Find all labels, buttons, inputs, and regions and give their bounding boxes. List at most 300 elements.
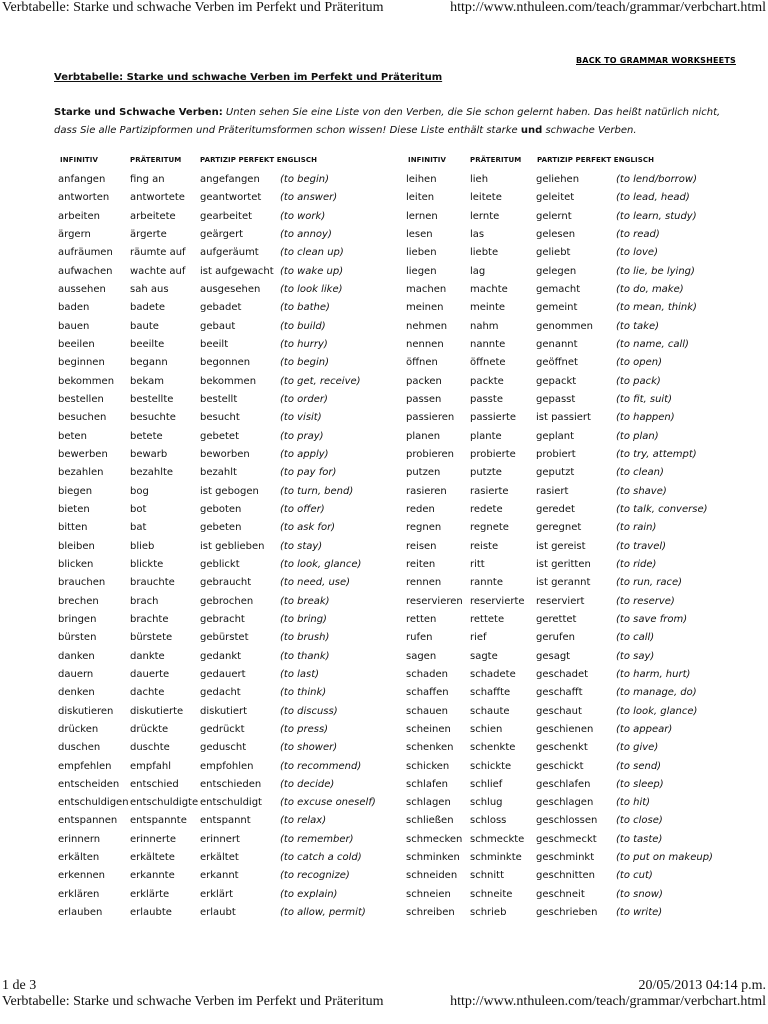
partizip-cell: gebeten: [200, 522, 242, 534]
englisch-cell: (to bathe): [280, 302, 330, 314]
englisch-cell: (to snow): [616, 888, 663, 900]
partizip-cell: ist gereist: [536, 540, 586, 552]
englisch-cell: (to recognize): [280, 870, 350, 882]
partizip-cell: erklärt: [200, 888, 233, 900]
englisch-cell: (to talk, converse): [616, 503, 708, 515]
infinitiv-cell: erkälten: [58, 852, 100, 864]
partizip-cell: ist gebogen: [200, 485, 259, 497]
englisch-cell: (to appear): [616, 723, 673, 735]
partizip-cell: gemeint: [536, 302, 578, 314]
englisch-cell: (to fit, suit): [616, 393, 673, 405]
partizip-cell: genommen: [536, 320, 593, 332]
partizip-cell: angefangen: [200, 174, 260, 185]
prateritum-cell: betete: [130, 430, 163, 442]
englisch-cell: (to build): [280, 320, 326, 332]
englisch-cell: (to travel): [616, 540, 667, 552]
englisch-cell: (to manage, do): [616, 687, 697, 699]
prateritum-cell: rief: [470, 632, 487, 644]
englisch-cell: (to thank): [280, 650, 330, 662]
infinitiv-cell: beeilen: [58, 338, 95, 350]
back-to-grammar-worksheets-link[interactable]: BACK TO GRAMMAR WORKSHEETS: [576, 56, 736, 65]
print-footer-title: Verbtabelle: Starke und schwache Verben im Perfekt und Präteritum: [2, 994, 384, 1009]
infinitiv-cell: schließen: [406, 815, 454, 827]
englisch-cell: (to save from): [616, 613, 688, 625]
englisch-cell: (to allow, permit): [280, 907, 366, 919]
infinitiv-cell: reservieren: [406, 595, 463, 607]
infinitiv-cell: meinen: [406, 302, 444, 314]
prateritum-cell: wachte auf: [130, 265, 186, 277]
prateritum-cell: schnitt: [470, 870, 505, 882]
infinitiv-cell: brauchen: [58, 577, 106, 589]
partizip-cell: reserviert: [536, 595, 585, 607]
englisch-cell: (to lend/borrow): [616, 174, 697, 185]
infinitiv-cell: biegen: [58, 485, 93, 497]
infinitiv-cell: dauern: [58, 668, 94, 680]
prateritum-cell: baute: [130, 320, 159, 332]
partizip-cell: gebürstet: [200, 632, 249, 644]
prateritum-cell: reiste: [470, 540, 499, 552]
partizip-cell: geärgert: [200, 228, 244, 240]
print-footer-timestamp: 20/05/2013 04:14 p.m.: [638, 978, 766, 993]
print-header-url: http://www.nthuleen.com/teach/grammar/verbchart.html: [450, 0, 766, 15]
englisch-cell: (to answer): [280, 192, 338, 204]
partizip-cell: gedauert: [200, 668, 246, 680]
infinitiv-cell: putzen: [406, 467, 441, 479]
partizip-cell: gerettet: [536, 613, 577, 625]
prateritum-cell: sah aus: [130, 283, 169, 295]
prateritum-cell: blickte: [130, 558, 164, 570]
infinitiv-cell: rennen: [406, 577, 442, 589]
partizip-cell: ist gerannt: [536, 577, 591, 589]
partizip-cell: bestellt: [200, 393, 238, 405]
partizip-cell: gedacht: [200, 687, 241, 699]
infinitiv-cell: planen: [406, 430, 441, 442]
prateritum-cell: empfahl: [130, 760, 172, 772]
partizip-cell: geschadet: [536, 668, 589, 680]
infinitiv-cell: liegen: [406, 265, 437, 277]
infinitiv-cell: machen: [406, 283, 447, 295]
partizip-cell: besucht: [200, 412, 240, 424]
header-prateritum-right: PRÄTERITUM: [470, 156, 522, 164]
infinitiv-cell: schneien: [406, 888, 451, 900]
infinitiv-cell: bekommen: [58, 375, 115, 387]
infinitiv-cell: duschen: [58, 742, 101, 754]
partizip-cell: geputzt: [536, 467, 575, 479]
infinitiv-cell: probieren: [406, 448, 455, 460]
englisch-cell: (to annoy): [280, 228, 332, 240]
header-partizip-englisch-right: PARTIZIP PERFEKT ENGLISCH: [537, 156, 655, 164]
prateritum-cell: schneite: [470, 888, 513, 900]
infinitiv-cell: bringen: [58, 613, 97, 625]
partizip-cell: ausgesehen: [200, 283, 261, 295]
print-header-title: Verbtabelle: Starke und schwache Verben im Perfekt und Präteritum: [2, 0, 384, 15]
partizip-cell: entschuldigt: [200, 797, 262, 809]
prateritum-cell: schlug: [470, 797, 503, 809]
partizip-cell: gepasst: [536, 393, 576, 405]
partizip-cell: geboten: [200, 503, 242, 515]
infinitiv-cell: bieten: [58, 503, 90, 515]
page-title: Verbtabelle: Starke und schwache Verben im Perfekt und Präteritum: [54, 72, 443, 83]
englisch-cell: (to clean up): [280, 247, 344, 259]
englisch-cell: (to try, attempt): [616, 448, 697, 460]
partizip-cell: begonnen: [200, 357, 251, 369]
infinitiv-cell: denken: [58, 687, 95, 699]
englisch-cell: (to remember): [280, 833, 354, 845]
prateritum-cell: erkannte: [130, 870, 175, 882]
englisch-cell: (to look like): [280, 283, 343, 295]
partizip-cell: gepackt: [536, 375, 577, 387]
partizip-cell: bekommen: [200, 375, 257, 387]
prateritum-cell: schaute: [470, 705, 510, 717]
infinitiv-cell: reiten: [406, 558, 436, 570]
infinitiv-cell: baden: [58, 302, 90, 314]
prateritum-cell: schien: [470, 723, 503, 735]
partizip-cell: geschenkt: [536, 742, 588, 754]
englisch-cell: (to love): [616, 247, 658, 259]
infinitiv-cell: reden: [406, 503, 435, 515]
header-partizip-englisch-left: PARTIZIP PERFEKT ENGLISCH: [200, 156, 318, 164]
prateritum-cell: passte: [470, 393, 503, 405]
prateritum-cell: nahm: [470, 320, 499, 332]
englisch-cell: (to decide): [280, 778, 335, 790]
prateritum-cell: brach: [130, 595, 159, 607]
englisch-cell: (to open): [616, 357, 662, 369]
prateritum-cell: rettete: [470, 613, 505, 625]
partizip-cell: geduscht: [200, 742, 247, 754]
prateritum-cell: bot: [130, 503, 147, 515]
infinitiv-cell: diskutieren: [58, 705, 114, 717]
infinitiv-cell: lesen: [406, 228, 433, 240]
prateritum-cell: entschied: [130, 778, 179, 790]
partizip-cell: gedrückt: [200, 723, 245, 735]
intro-und: und: [520, 125, 543, 136]
prateritum-cell: erkältete: [130, 852, 175, 864]
print-footer-url: http://www.nthuleen.com/teach/grammar/verbchart.html: [450, 994, 766, 1009]
prateritum-cell: schickte: [470, 760, 512, 772]
prateritum-cell: bürstete: [130, 632, 173, 644]
prateritum-cell: öffnete: [470, 357, 506, 369]
prateritum-cell: beeilte: [130, 338, 165, 350]
englisch-cell: (to excuse oneself): [280, 797, 376, 809]
partizip-cell: erinnert: [200, 833, 240, 845]
infinitiv-cell: ärgern: [58, 228, 91, 240]
englisch-cell: (to reserve): [616, 595, 675, 607]
prateritum-cell: bekam: [130, 375, 164, 387]
prateritum-cell: machte: [470, 283, 508, 295]
englisch-cell: (to sleep): [616, 778, 664, 790]
infinitiv-cell: schreiben: [406, 907, 455, 919]
intro-italic-1: Unten sehen Sie eine Liste von den Verben, die Sie schon gelernt haben. Das heißt natürlich nicht, dass Sie alle Partizipformen und Präteritumsformen schon wissen! Diese Liste enthält starke: [54, 107, 721, 136]
prateritum-cell: bestellte: [130, 393, 174, 405]
prateritum-cell: entschuldigte: [130, 797, 199, 809]
infinitiv-cell: entscheiden: [58, 778, 120, 790]
englisch-cell: (to offer): [280, 503, 325, 515]
prateritum-cell: bewarb: [130, 448, 168, 460]
partizip-cell: geschienen: [536, 723, 594, 735]
print-footer-page-count: 1 de 3: [2, 978, 37, 993]
infinitiv-cell: regnen: [406, 522, 442, 534]
prateritum-cell: diskutierte: [130, 705, 184, 717]
header-prateritum-left: PRÄTERITUM: [130, 156, 182, 164]
infinitiv-cell: nennen: [406, 338, 444, 350]
intro-bold: Starke und Schwache Verben:: [54, 107, 223, 118]
englisch-cell: (to harm, hurt): [616, 668, 691, 680]
prateritum-cell: lernte: [470, 210, 500, 222]
englisch-cell: (to wake up): [280, 265, 344, 277]
englisch-cell: (to lead, head): [616, 192, 690, 204]
englisch-cell: (to clean): [616, 467, 664, 479]
infinitiv-cell: bestellen: [58, 393, 104, 405]
englisch-cell: (to think): [280, 687, 327, 699]
prateritum-cell: plante: [470, 430, 502, 442]
prateritum-cell: liebte: [470, 247, 499, 259]
partizip-cell: geantwortet: [200, 192, 262, 204]
partizip-cell: rasiert: [536, 485, 569, 497]
partizip-cell: geschrieben: [536, 907, 598, 919]
infinitiv-cell: bleiben: [58, 540, 95, 552]
prateritum-cell: lieh: [470, 174, 489, 185]
englisch-cell: (to lie, be lying): [616, 265, 695, 277]
englisch-cell: (to do, make): [616, 283, 684, 295]
englisch-cell: (to apply): [280, 448, 329, 460]
infinitiv-cell: schlafen: [406, 778, 448, 790]
prateritum-cell: rannte: [470, 577, 503, 589]
englisch-cell: (to put on makeup): [616, 852, 713, 864]
englisch-cell: (to press): [280, 723, 329, 735]
infinitiv-cell: aufwachen: [58, 265, 113, 277]
partizip-cell: gebrochen: [200, 595, 254, 607]
prateritum-cell: schadete: [470, 668, 516, 680]
englisch-cell: (to begin): [280, 174, 329, 185]
englisch-cell: (to run, race): [616, 577, 683, 589]
partizip-cell: geschafft: [536, 687, 583, 699]
partizip-cell: gerufen: [536, 632, 575, 644]
prateritum-cell: las: [470, 228, 485, 240]
prateritum-cell: badete: [130, 302, 166, 314]
partizip-cell: geplant: [536, 430, 575, 442]
englisch-cell: (to work): [280, 210, 326, 222]
englisch-cell: (to ask for): [280, 522, 336, 534]
englisch-cell: (to ride): [616, 558, 657, 570]
englisch-cell: (to send): [616, 760, 662, 772]
prateritum-cell: arbeitete: [130, 210, 176, 222]
prateritum-cell: blieb: [130, 540, 155, 552]
partizip-cell: geschnitten: [536, 870, 595, 882]
englisch-cell: (to look, glance): [280, 558, 362, 570]
englisch-cell: (to bring): [280, 613, 327, 625]
englisch-cell: (to hurry): [280, 338, 328, 350]
partizip-cell: geschlossen: [536, 815, 598, 827]
infinitiv-cell: erinnern: [58, 833, 101, 845]
englisch-cell: (to cut): [616, 870, 653, 882]
partizip-cell: geöffnet: [536, 357, 578, 369]
englisch-cell: (to mean, think): [616, 302, 697, 314]
infinitiv-cell: packen: [406, 375, 442, 387]
infinitiv-cell: danken: [58, 650, 95, 662]
prateritum-cell: erinnerte: [130, 833, 177, 845]
partizip-cell: ist passiert: [536, 412, 591, 424]
partizip-cell: geschmeckt: [536, 833, 597, 845]
englisch-cell: (to discuss): [280, 705, 338, 717]
partizip-cell: aufgeräumt: [200, 247, 259, 259]
prateritum-cell: regnete: [470, 522, 509, 534]
infinitiv-cell: lernen: [406, 210, 438, 222]
englisch-cell: (to catch a cold): [280, 852, 362, 864]
englisch-cell: (to last): [280, 668, 320, 680]
partizip-cell: genannt: [536, 338, 578, 350]
partizip-cell: geschlagen: [536, 797, 594, 809]
partizip-cell: entspannt: [200, 815, 251, 827]
englisch-cell: (to recommend): [280, 760, 362, 772]
partizip-cell: empfohlen: [200, 760, 254, 772]
englisch-cell: (to read): [616, 228, 660, 240]
prateritum-cell: schmeckte: [470, 833, 525, 845]
infinitiv-cell: sagen: [406, 650, 437, 662]
infinitiv-cell: lieben: [406, 247, 437, 259]
partizip-cell: gebraucht: [200, 577, 252, 589]
partizip-cell: gelernt: [536, 210, 572, 222]
header-infinitiv-left: INFINITIV: [60, 156, 99, 164]
prateritum-cell: besuchte: [130, 412, 176, 424]
infinitiv-cell: schicken: [406, 760, 450, 772]
prateritum-cell: bezahlte: [130, 467, 174, 479]
partizip-cell: geredet: [536, 503, 575, 515]
intro-italic-2: schwache Verben.: [545, 125, 637, 136]
englisch-cell: (to stay): [280, 540, 323, 552]
prateritum-cell: duschte: [130, 742, 170, 754]
partizip-cell: geliebt: [536, 247, 571, 259]
prateritum-cell: bog: [130, 485, 149, 497]
infinitiv-cell: blicken: [58, 558, 94, 570]
prateritum-cell: probierte: [470, 448, 516, 460]
englisch-cell: (to say): [616, 650, 655, 662]
infinitiv-cell: antworten: [58, 192, 110, 204]
prateritum-cell: packte: [470, 375, 504, 387]
prateritum-cell: sagte: [470, 650, 498, 662]
prateritum-cell: schaffte: [470, 687, 511, 699]
prateritum-cell: brachte: [130, 613, 169, 625]
englisch-cell: (to shave): [616, 485, 667, 497]
partizip-cell: gebaut: [200, 320, 236, 332]
prateritum-cell: meinte: [470, 302, 506, 314]
infinitiv-cell: bauen: [58, 320, 90, 332]
partizip-cell: geleitet: [536, 192, 575, 204]
infinitiv-cell: bürsten: [58, 632, 97, 644]
infinitiv-cell: bewerben: [58, 448, 108, 460]
infinitiv-cell: schauen: [406, 705, 449, 717]
englisch-cell: (to need, use): [280, 577, 351, 589]
infinitiv-cell: drücken: [58, 723, 99, 735]
prateritum-cell: erklärte: [130, 888, 170, 900]
infinitiv-cell: aussehen: [58, 283, 106, 295]
prateritum-cell: drückte: [130, 723, 169, 735]
infinitiv-cell: bezahlen: [58, 467, 104, 479]
partizip-cell: ist geblieben: [200, 540, 265, 552]
partizip-cell: ist geritten: [536, 558, 591, 570]
infinitiv-cell: besuchen: [58, 412, 107, 424]
infinitiv-cell: bitten: [58, 522, 88, 534]
englisch-cell: (to hit): [616, 797, 651, 809]
partizip-cell: gelegen: [536, 265, 577, 277]
prateritum-cell: erlaubte: [130, 907, 172, 919]
infinitiv-cell: rasieren: [406, 485, 447, 497]
infinitiv-cell: retten: [406, 613, 437, 625]
englisch-cell: (to begin): [280, 357, 329, 369]
header-infinitiv-right: INFINITIV: [408, 156, 447, 164]
partizip-cell: geschaut: [536, 705, 582, 717]
infinitiv-cell: schenken: [406, 742, 454, 754]
partizip-cell: geregnet: [536, 522, 582, 534]
englisch-cell: (to visit): [280, 412, 322, 424]
partizip-cell: erlaubt: [200, 907, 236, 919]
prateritum-cell: putzte: [470, 467, 502, 479]
prateritum-cell: reservierte: [470, 595, 525, 607]
englisch-cell: (to close): [616, 815, 663, 827]
partizip-cell: geliehen: [536, 174, 580, 185]
infinitiv-cell: empfehlen: [58, 760, 112, 772]
partizip-cell: geschneit: [536, 888, 585, 900]
prateritum-cell: begann: [130, 357, 168, 369]
partizip-cell: probiert: [536, 448, 576, 460]
partizip-cell: beeilt: [200, 338, 229, 350]
partizip-cell: geblickt: [200, 558, 240, 570]
englisch-cell: (to take): [616, 320, 660, 332]
infinitiv-cell: rufen: [406, 632, 433, 644]
infinitiv-cell: schaffen: [406, 687, 449, 699]
partizip-cell: bezahlt: [200, 467, 237, 479]
infinitiv-cell: brechen: [58, 595, 99, 607]
englisch-cell: (to happen): [616, 412, 675, 424]
englisch-cell: (to write): [616, 907, 663, 919]
prateritum-cell: schloss: [470, 815, 507, 827]
prateritum-cell: redete: [470, 503, 503, 515]
infinitiv-cell: anfangen: [58, 174, 106, 185]
infinitiv-cell: beten: [58, 430, 87, 442]
englisch-cell: (to learn, study): [616, 210, 697, 222]
prateritum-cell: lag: [470, 265, 486, 277]
partizip-cell: beworben: [200, 448, 250, 460]
prateritum-cell: passierte: [470, 412, 517, 424]
englisch-cell: (to relax): [280, 815, 327, 827]
infinitiv-cell: reisen: [406, 540, 437, 552]
infinitiv-cell: erlauben: [58, 907, 103, 919]
infinitiv-cell: beginnen: [58, 357, 105, 369]
partizip-cell: gearbeitet: [200, 210, 253, 222]
englisch-cell: (to call): [616, 632, 655, 644]
prateritum-cell: dachte: [130, 687, 165, 699]
infinitiv-cell: scheinen: [406, 723, 451, 735]
partizip-cell: geschminkt: [536, 852, 595, 864]
prateritum-cell: dauerte: [130, 668, 170, 680]
infinitiv-cell: passen: [406, 393, 442, 405]
partizip-cell: geschlafen: [536, 778, 591, 790]
englisch-cell: (to pray): [280, 430, 324, 442]
englisch-cell: (to give): [616, 742, 659, 754]
prateritum-cell: ärgerte: [130, 228, 167, 240]
partizip-cell: gemacht: [536, 283, 581, 295]
prateritum-cell: schenkte: [470, 742, 516, 754]
prateritum-cell: bat: [130, 522, 147, 534]
partizip-cell: gedankt: [200, 650, 242, 662]
infinitiv-cell: nehmen: [406, 320, 448, 332]
prateritum-cell: schminkte: [470, 852, 522, 864]
partizip-cell: erkannt: [200, 870, 239, 882]
infinitiv-cell: schlagen: [406, 797, 451, 809]
partizip-cell: gebetet: [200, 430, 239, 442]
prateritum-cell: entspannte: [130, 815, 187, 827]
englisch-cell: (to look, glance): [616, 705, 698, 717]
infinitiv-cell: schminken: [406, 852, 460, 864]
